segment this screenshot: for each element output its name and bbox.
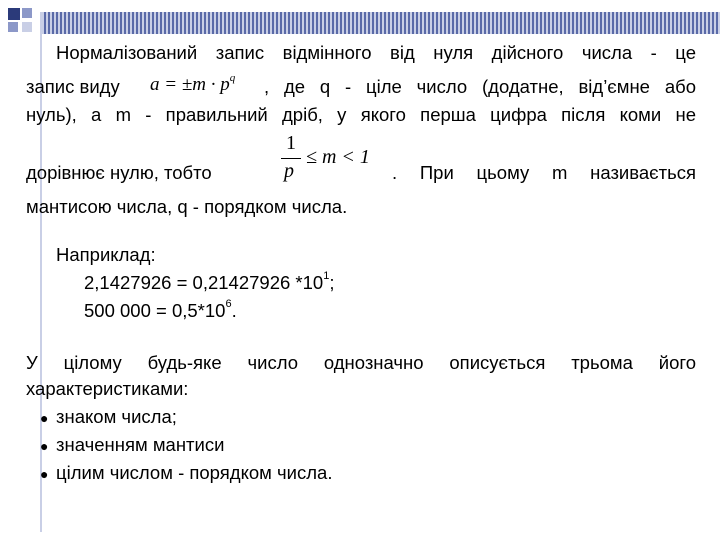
decor-square-light xyxy=(22,22,32,32)
para1-line2: запис виду $a = \pm m \cdot p^q$ , де q - ціле число (додатне, від’ємне або xyxy=(26,72,696,97)
bullet-icon: ● xyxy=(40,466,49,482)
example-1: 2,1427926 = 0,21427926 $*10^1$; xyxy=(84,270,335,293)
para1-line5: мантисою числа, q - порядком числа. xyxy=(26,196,348,217)
para1-line4-prefix: дорівнює нулю, тобто xyxy=(26,162,212,183)
decor-square-dark xyxy=(8,8,20,20)
para1-line3: нуль), а m - правильний дріб, у якого перша цифра після коми не xyxy=(26,104,696,125)
header-decor-bar xyxy=(40,12,720,34)
list-item: цілим числом - порядком числа. xyxy=(56,462,333,483)
para2-line2: характеристиками: xyxy=(26,378,189,399)
bullet-icon: ● xyxy=(40,438,49,454)
example-heading: Наприклад: xyxy=(56,244,156,265)
list-item: значенням мантиси xyxy=(56,434,225,455)
decor-square-mid xyxy=(22,8,32,18)
para2-line1: У цілому будь-яке число однозначно описується трьома його xyxy=(26,352,696,373)
para1-line1: Нормалізований запис відмінного від нуля дійсного числа - це xyxy=(56,42,696,63)
formula-normalized: $a = \pm m \cdot p^q$ xyxy=(150,72,236,95)
list-item: знаком числа; xyxy=(56,406,177,427)
para1-line4-suffix: . При цьому m називається xyxy=(392,162,696,183)
bullet-icon: ● xyxy=(40,410,49,426)
example-2: 500 $000 = 0,5*10^6$. xyxy=(84,298,237,321)
decor-square-mid xyxy=(8,22,18,32)
